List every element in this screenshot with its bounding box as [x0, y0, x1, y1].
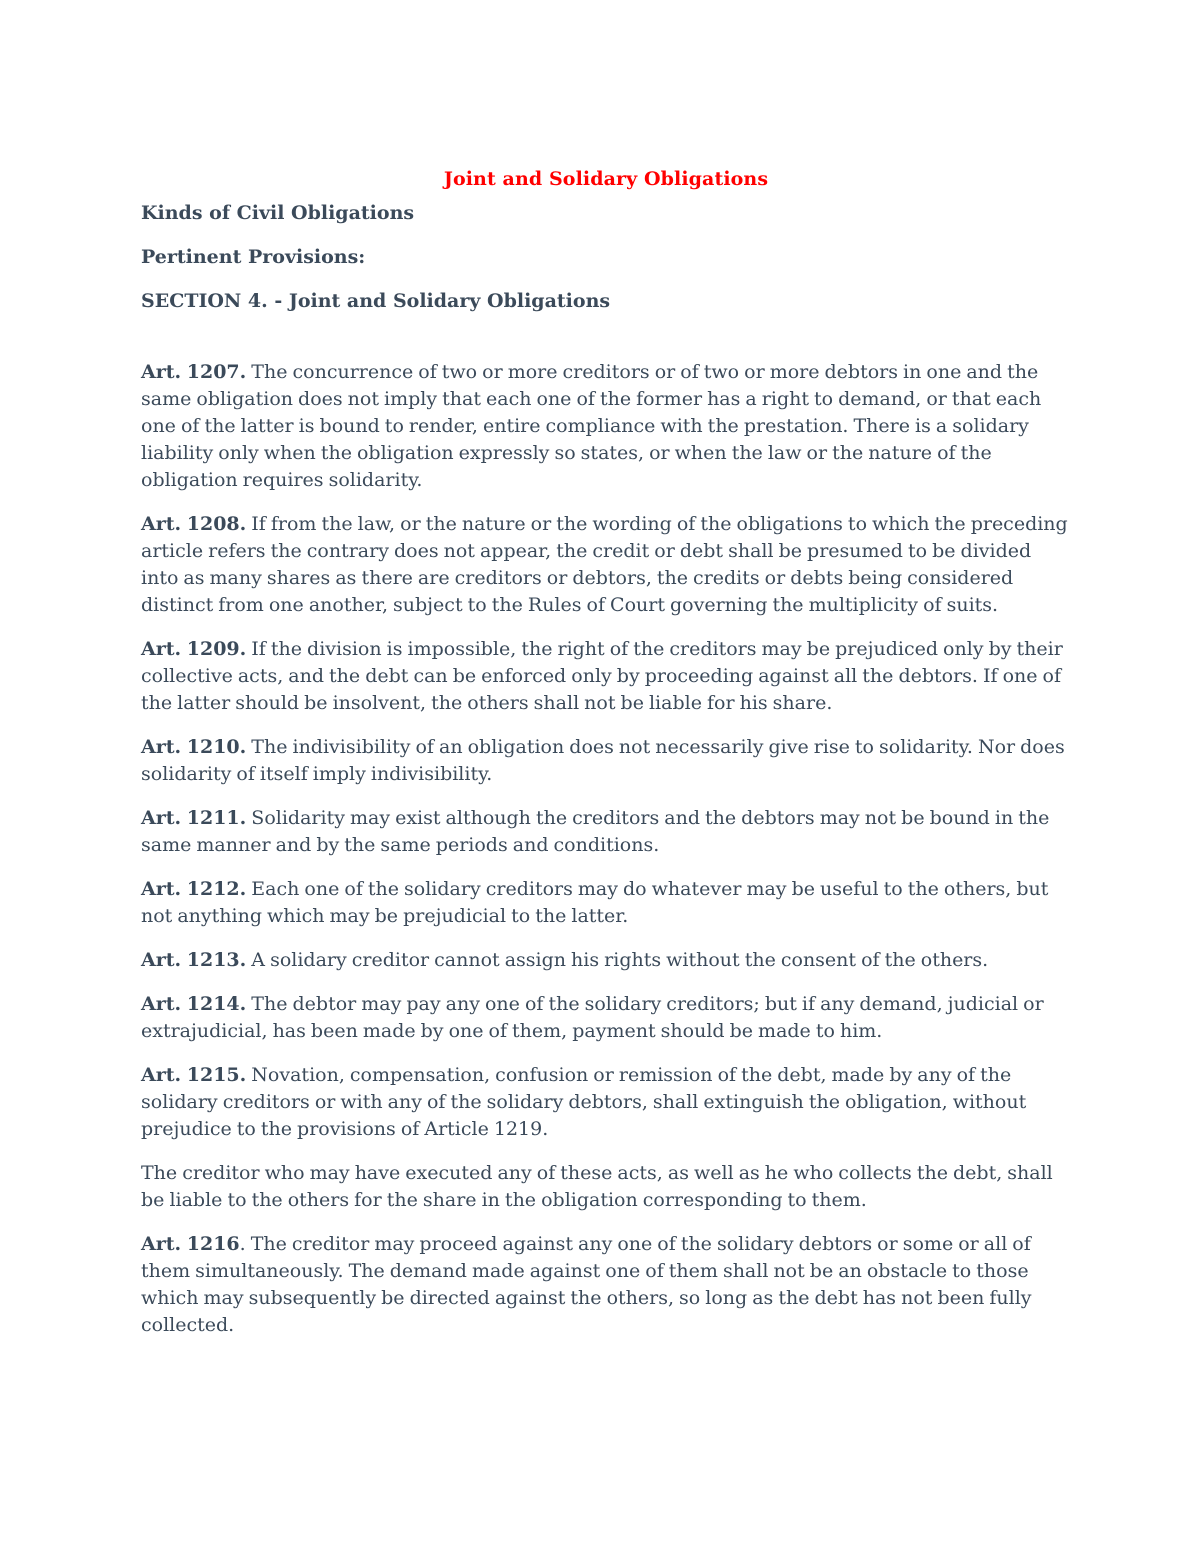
- document-title: Joint and Solidary Obligations: [443, 168, 769, 190]
- heading-provisions: Pertinent Provisions:: [141, 246, 366, 268]
- article-text: If the division is impossible, the right of the creditors may be prejudiced only by their collective acts, and the debt can be enforced only by proceeding against all the debtors. If one of the latter should be insolvent, the others shall not be liable for his share.: [141, 638, 1063, 714]
- article-text: Each one of the solidary creditors may do whatever may be useful to the others, but not anything which may be prejudicial to the latter.: [141, 878, 1049, 927]
- article-label: Art. 1209.: [141, 638, 247, 660]
- article-label: Art. 1210.: [141, 736, 247, 758]
- article-1207: [141, 359, 1071, 494]
- article-label: Art. 1214.: [141, 993, 247, 1015]
- article-text: A solidary creditor cannot assign his rights without the consent of the others.: [246, 949, 989, 971]
- article-label: Art. 1213.: [141, 949, 247, 971]
- article-text: The indivisibility of an obligation does not necessarily give rise to solidarity. Nor does solidarity of itself imply indivisibility.: [141, 736, 1065, 785]
- article-1216: [141, 1231, 1071, 1339]
- article-1212: [141, 876, 1071, 930]
- article-1211: [141, 805, 1071, 859]
- article-text: The concurrence of two or more creditors or of two or more debtors in one and the same obligation does not imply that each one of the former has a right to demand, or that each one of the latter is bound to render, entire compliance with the prestation. There is a solidary liability only when the obligation expressly so states, or when the law or the nature of the obligation requires solidarity.: [141, 361, 1042, 491]
- document-page: [141, 160, 1071, 1356]
- article-text: The debtor may pay any one of the solidary creditors; but if any demand, judicial or extrajudicial, has been made by one of them, payment should be made to him.: [141, 993, 1044, 1042]
- article-1215: [141, 1062, 1071, 1143]
- article-1210: [141, 734, 1071, 788]
- article-text: The creditor who may have executed any of these acts, as well as he who collects the debt, shall be liable to the others for the share in the obligation corresponding to them.: [141, 1162, 1053, 1211]
- article-text: Solidarity may exist although the creditors and the debtors may not be bound in the same manner and by the same periods and conditions.: [141, 807, 1050, 856]
- article-1215-continuation: [141, 1160, 1071, 1214]
- article-1214: [141, 991, 1071, 1045]
- article-label: Art. 1207.: [141, 361, 247, 383]
- article-1213: [141, 947, 1071, 974]
- heading-section: SECTION 4. - Joint and Solidary Obligations: [141, 290, 611, 312]
- article-1209: [141, 636, 1071, 717]
- article-label: Art. 1215.: [141, 1064, 247, 1086]
- article-label: Art. 1211.: [141, 807, 247, 829]
- article-1208: [141, 511, 1071, 619]
- article-label: Art. 1216: [141, 1233, 240, 1255]
- article-label: Art. 1212.: [141, 878, 247, 900]
- heading-kinds: Kinds of Civil Obligations: [141, 202, 415, 224]
- article-text: Novation, compensation, confusion or remission of the debt, made by any of the solidary creditors or with any of the solidary debtors, shall extinguish the obligation, without prejudice to the provisions of Article 1219.: [141, 1064, 1027, 1140]
- article-label: Art. 1208.: [141, 513, 247, 535]
- article-text: If from the law, or the nature or the wording of the obligations to which the preceding article refers the contrary does not appear, the credit or debt shall be presumed to be divided into as many shares as there are creditors or debtors, the credits or debts being considered distinct from one another, subject to the Rules of Court governing the multiplicity of suits.: [141, 513, 1068, 616]
- article-text: . The creditor may proceed against any one of the solidary debtors or some or all of them simultaneously. The demand made against one of them shall not be an obstacle to those which may subsequently be directed against the others, so long as the debt has not been fully collected.: [141, 1233, 1032, 1336]
